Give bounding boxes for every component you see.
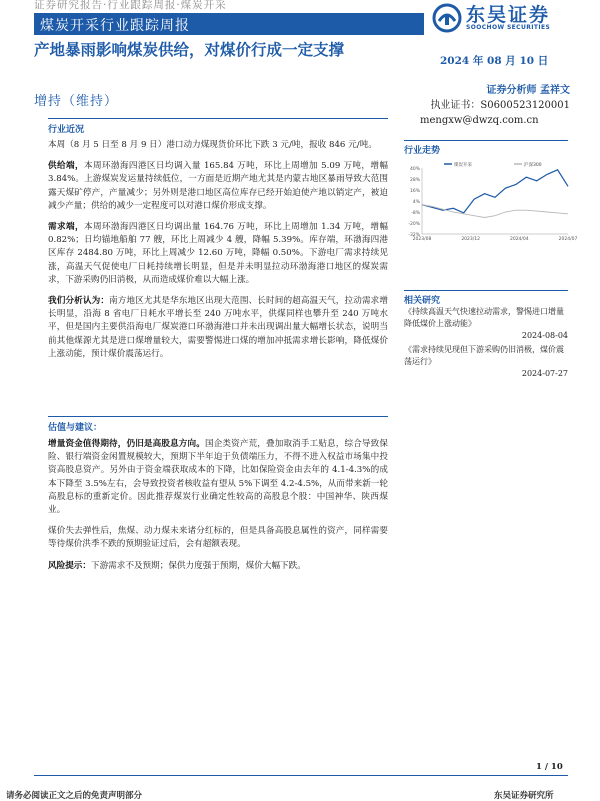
view-label: 我们分析认为：	[48, 296, 110, 307]
demand-paragraph	[48, 221, 388, 287]
x-tick-label: 2023/12	[461, 237, 481, 242]
valuation-body	[48, 438, 388, 581]
demand-text: 本周环渤海四港区日均调出量 164.76 万吨，环比上周增加 1.34 万吨，增幅 0.82%；日均锚地船舶 77 艘，环比上周减少 4 艘，降幅 5.39%。库存端，环渤海四港区库存 2484.80 万吨，环比上周减少 12.60 万吨，降幅 0.50%。下游电厂需求持续见涨，高温天气促使电厂日耗持续增长明显，但是并未明显拉动环渤海港口地区的煤炭需求，下游采购仍旧消极，从而造成煤价难以大幅上涨。	[48, 222, 388, 285]
rating: 增持（维持）	[34, 94, 119, 109]
page-number: 1 / 10	[536, 762, 563, 772]
divider	[404, 290, 568, 291]
valuation-paragraph-2: 煤价失去弹性后，焦煤、动力煤未来诸分红标的，但是具备高股息属性的资产，同样需要等待煤价洪季不跌的预期验证过后，会有超额表现。	[48, 526, 388, 550]
main-body	[48, 139, 388, 369]
report-series-title: 煤炭开采行业跟踪周报	[40, 18, 190, 34]
logo-text-cn: 东吴证券	[466, 4, 551, 26]
supply-text: 本周环渤海四港区日均调入量 165.84 万吨，环比上周增加 5.09 万吨，增幅 3.84%。上游煤炭发运量持续低位，一方面是近期产地尤其是内蒙古地区暴雨导致大范围露天煤矿停产，产量减少；另外则是港口地区高位库存已经开始迫使产地以销定产，被迫减少产量；供给的减少一定程度可以对港口煤价形成支撑。	[48, 161, 388, 211]
footer-divider	[34, 775, 568, 776]
logo-text-en: SOOCHOW SECURITIES	[466, 24, 551, 31]
y-tick-label: 4%	[412, 200, 420, 205]
y-tick-label: -32%	[408, 233, 420, 238]
y-tick-label: 40%	[409, 167, 420, 172]
y-tick-label: 28%	[409, 178, 420, 183]
x-tick-label: 2023/08	[412, 237, 432, 242]
related-title: 《持续高温天气快速拉动需求，警惕进口增量降低煤价上涨动能》	[404, 307, 564, 328]
y-tick-label: -8%	[411, 211, 420, 216]
related-item[interactable]	[404, 306, 568, 342]
legend-label: 沪深300	[524, 163, 542, 168]
related-list	[404, 306, 568, 382]
demand-label: 需求端，	[48, 222, 84, 233]
view-text: 南方地区尤其是华东地区出现大范围、长时间的超高温天气，拉动需求增长明显，沿海 8 省电厂日耗水平增长至 240 万吨水平，供煤同样也攀升至 240 万吨水平，但是国内主要供沿海电厂煤炭港口环渤海港口并未出现调出量大幅增长状态，说明当前其他煤源尤其是进口煤增量较大，需要警惕进口煤的增加冲抵需求增长影响，降低煤价上涨动能，预计煤价震荡运行。	[48, 296, 388, 359]
related-item[interactable]	[404, 344, 568, 380]
recent-paragraph: 本周（8 月 5 日至 8 月 9 日）港口动力煤现货价环比下跌 3 元/吨，报收 846 元/吨。	[48, 140, 377, 150]
divider	[48, 118, 388, 119]
trend-chart-svg	[404, 160, 584, 250]
valuation-text: 国企类资产荒，叠加取消手工贴息，综合导致保险、银行端资金闲置规模较大，预期下半年迫于负债端压力，不得不进入权益市场集中投资高股息资产。另外由于资金端获取成本的下降，比如保险资金由去年的 4.1-4.3%的成本下降至 3.5%左右，会导致投资者核收益有望从 5%下调至 4.2-4.5%，从而带来新一轮高股息标的重新定价。因此推荐煤炭行业确定性较高的高股息个股：中国神华、陕西煤业。	[48, 439, 388, 516]
report-title: 产地暴雨影响煤炭供给，对煤价行成一定支撑	[34, 41, 345, 59]
logo-mark-icon	[432, 3, 462, 33]
risk-paragraph	[48, 560, 388, 573]
section-recent-heading: 行业近况	[48, 125, 85, 135]
section-valuation-heading: 估值与建议：	[48, 423, 103, 433]
report-date: 2024 年 08 月 10 日	[440, 55, 549, 67]
section-trend-heading: 行业走势	[404, 146, 441, 156]
divider	[48, 416, 388, 417]
trend-chart	[404, 160, 584, 250]
company-logo	[432, 2, 568, 38]
breadcrumb-text: 证券研究报告·行业跟踪周报·煤炭开采	[34, 0, 227, 11]
disclaimer: 请务必阅读正文之后的免责声明部分	[6, 791, 143, 801]
analyst-title: 证券分析师 孟祥文	[486, 85, 570, 96]
y-tick-label: -20%	[408, 222, 420, 227]
series-line-coal	[422, 170, 568, 213]
related-date: 2024-08-04	[521, 331, 568, 340]
y-tick-label: 16%	[409, 189, 420, 194]
section-related-heading: 相关研究	[404, 296, 441, 306]
analyst-email[interactable]: mengxw@dwzq.com.cn	[420, 115, 539, 126]
risk-text: 下游需求不及预期；保供力度强于预期，煤价大幅下跌。	[90, 560, 306, 571]
valuation-paragraph	[48, 438, 388, 517]
report-series-bar	[34, 13, 424, 35]
analyst-block	[420, 83, 570, 128]
risk-label: 风险提示：	[48, 560, 91, 571]
valuation-lead: 增量资金值得期待，仍旧是高股息方向。	[48, 439, 205, 449]
divider	[404, 140, 568, 141]
supply-paragraph	[48, 160, 388, 213]
view-paragraph	[48, 295, 388, 361]
related-title: 《需求持续见现但下游采购仍旧消极，煤价震荡运行》	[404, 345, 564, 366]
related-date: 2024-07-27	[521, 369, 568, 378]
analyst-license: 执业证书：S0600523120001	[430, 100, 570, 111]
legend-label: 煤炭开采	[454, 163, 472, 168]
supply-label: 供给端，	[48, 161, 84, 172]
x-tick-label: 2024/07	[558, 237, 578, 242]
series-line-index	[422, 205, 568, 218]
footer-firm: 东吴证券研究所	[494, 791, 554, 801]
x-tick-label: 2024/04	[509, 237, 529, 242]
